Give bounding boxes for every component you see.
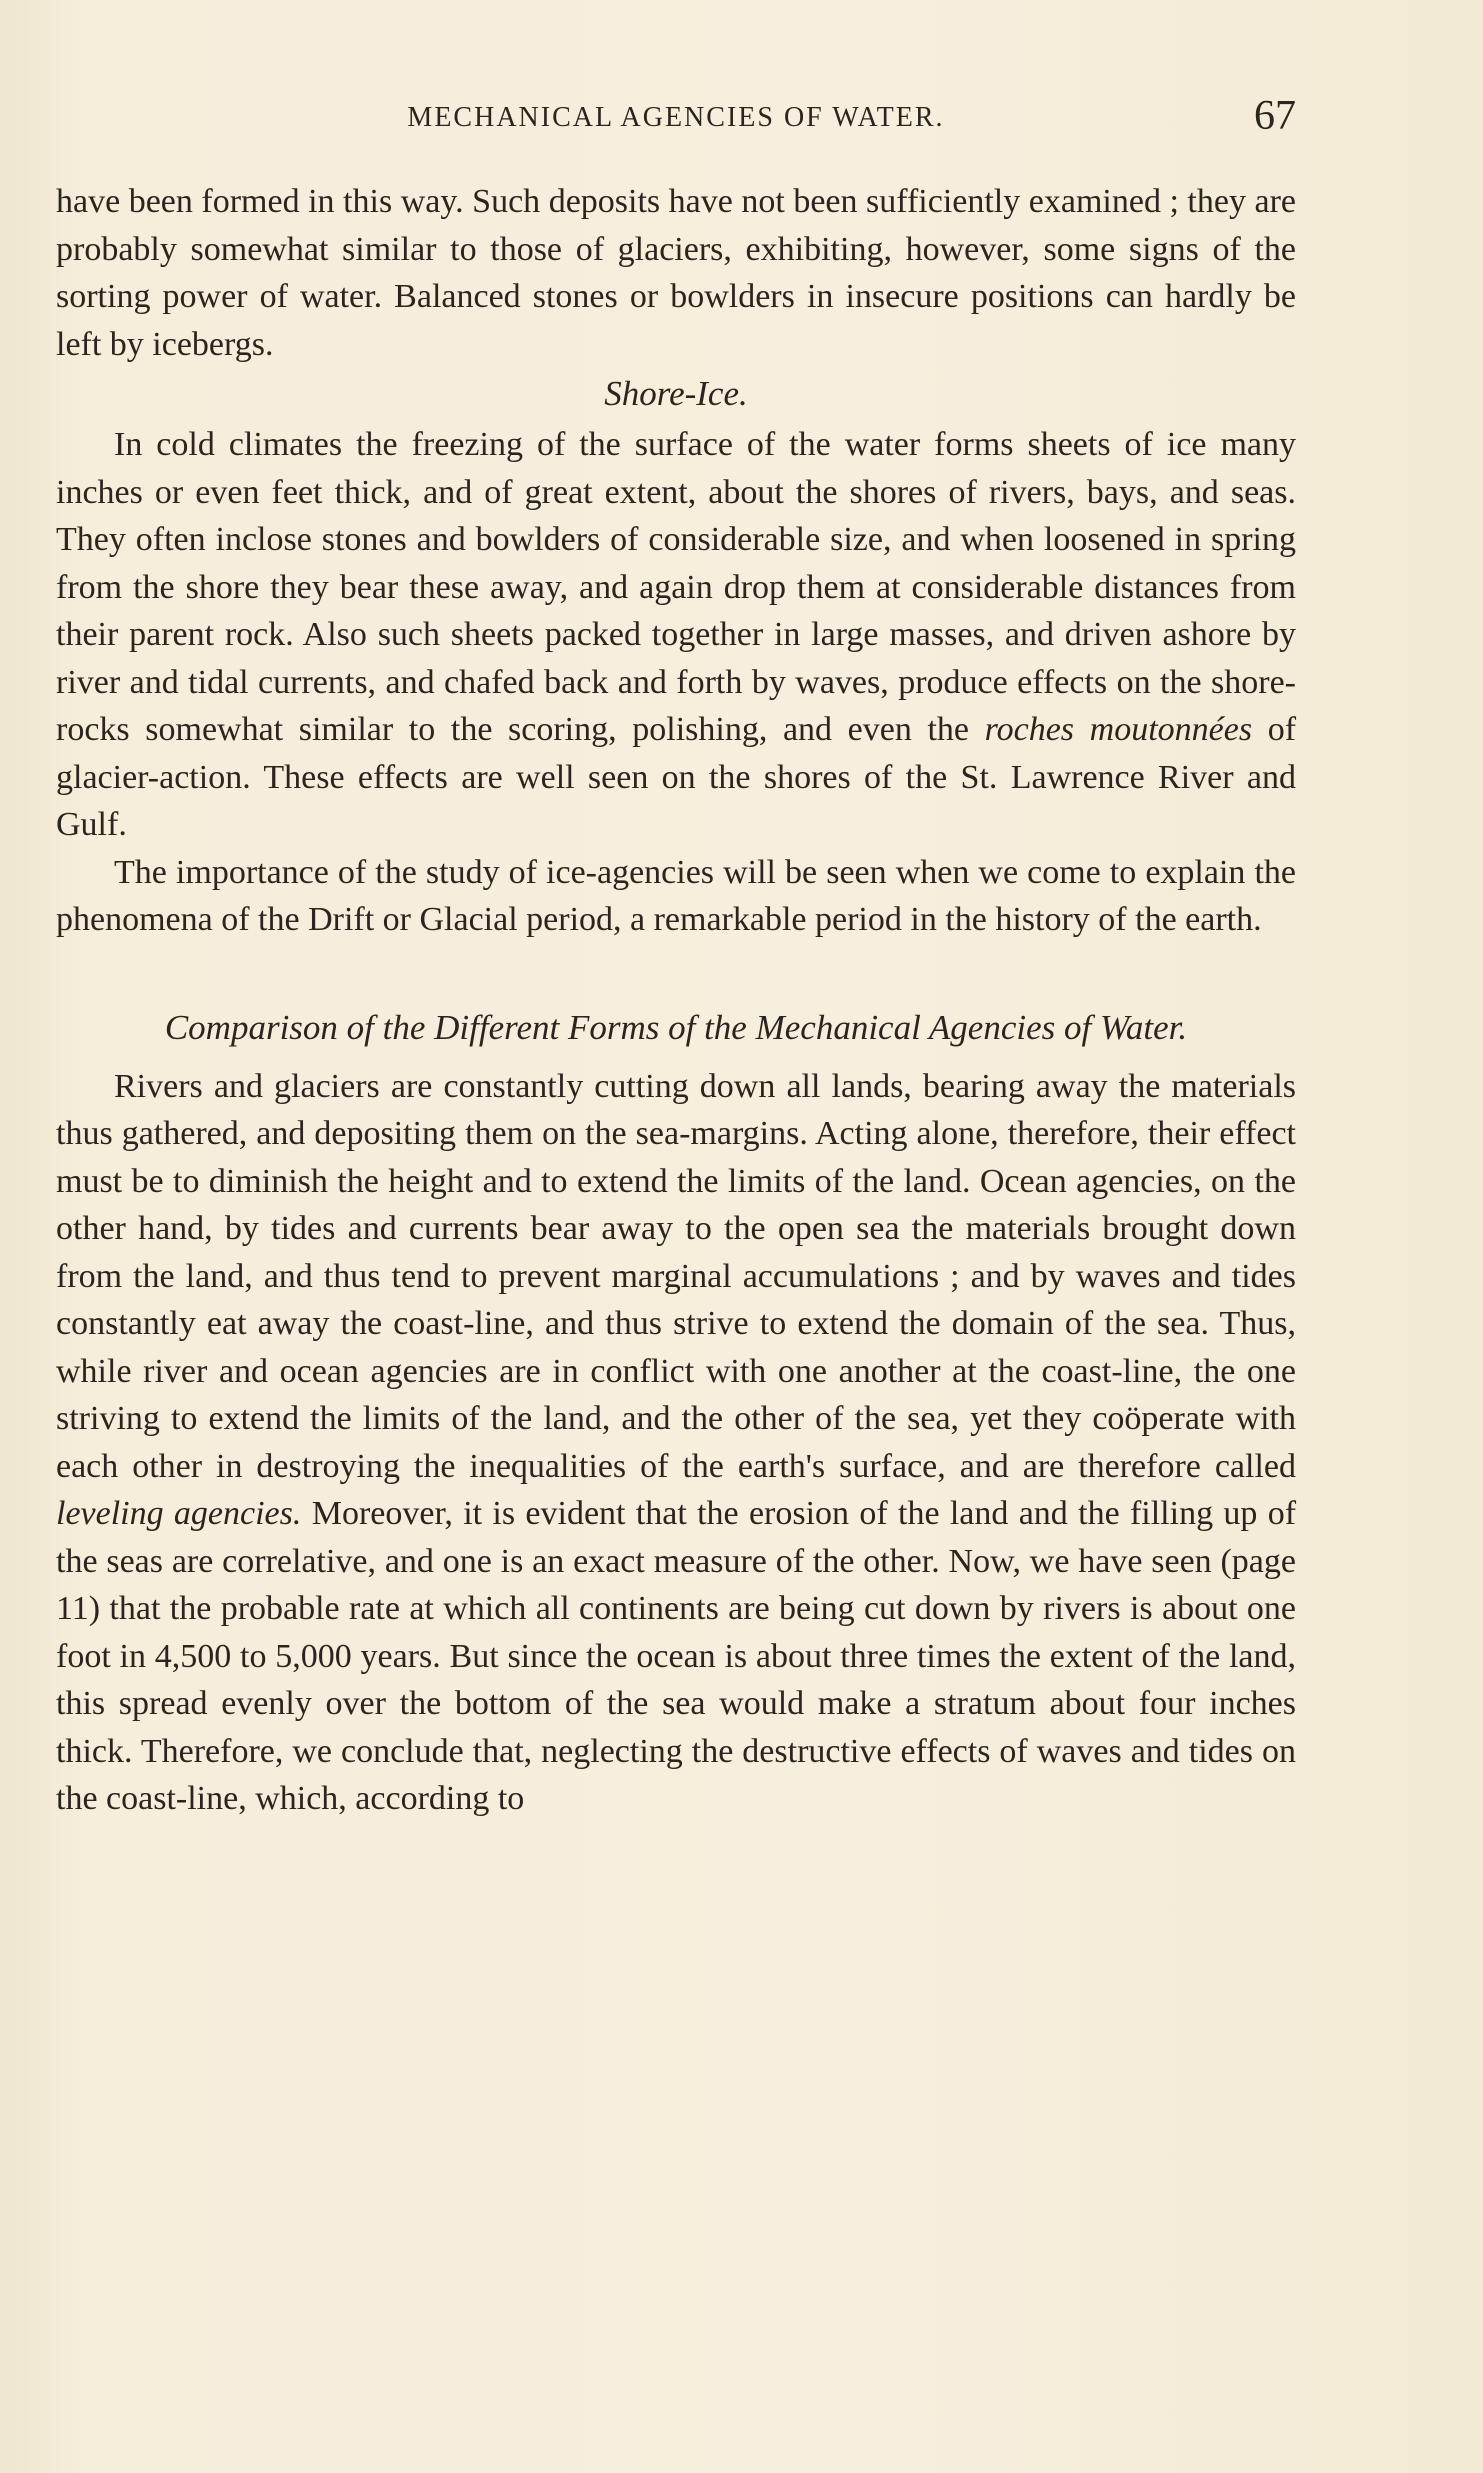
paragraph-2-italic: roches moutonnées: [984, 711, 1253, 748]
section-heading-comparison: Comparison of the Different Forms of the Mechanical Agencies of Water.: [164, 1007, 1188, 1047]
paragraph-2-text-b: of glacier-action. These effects are well seen on the shores of the St. Lawrence River and Gulf.: [56, 711, 1297, 843]
paragraph-4: [56, 1063, 1296, 1823]
paragraph-3: The importance of the study of ice-agencies will be seen when we come to explain the phenomena of the Drift or Glacial period, a remarkable period in the history of the earth.: [56, 853, 1296, 938]
page-number: 67: [1254, 93, 1296, 139]
page-body: [56, 178, 1296, 1823]
paragraph-4-text-a: Rivers and glaciers are constantly cutting down all lands, bearing away the materials thus gathered, and depositing them on the sea-margins. Acting alone, therefore, their effect must be to diminish the height and to extend the limits of the land. Ocean agencies, on the other hand, by tides and currents bear away to the open sea the materials brought down from the land, and thus tend to prevent marginal accumulations ; and by waves and tides constantly eat away the coast-line, and thus strive to extend the domain of the sea. Thus, while river and ocean agencies are in conflict with one another at the coast-line, the one striving to extend the limits of the land, and the other of the sea, yet they coöperate with each other in destroying the inequalities of the earth's surface, and are therefore called: [56, 1067, 1296, 1485]
paragraph-1: have been formed in this way. Such deposits have not been sufficiently examined ; they are probably somewhat similar to those of glaciers, exhibiting, however, some signs of the sorting power of water. Balanced stones or bowlders in insecure positions can hardly be left by icebergs.: [56, 183, 1296, 363]
running-head: MECHANICAL AGENCIES OF WATER.: [407, 102, 945, 133]
section-heading-shore-ice: Shore-Ice.: [604, 374, 748, 413]
paragraph-4-italic: leveling agencies.: [56, 1495, 302, 1532]
page-header: [56, 92, 1296, 152]
paragraph-4-text-b: Moreover, it is evident that the erosion of the land and the filling up of the seas are correlative, and one is an exact measure of the other. Now, we have seen (page 11) that the probable rate at which all continents are being cut down by rivers is about one foot in 4,500 to 5,000 years. But since the ocean is about three times the extent of the land, this spread evenly over the bottom of the sea would make a stratum about four inches thick. Therefore, we conclude that, neglecting the destructive effects of waves and tides on the coast-line, which, according to: [56, 1495, 1297, 1817]
paragraph-2-text-a: In cold climates the freezing of the surface of the water forms sheets of ice many inches or even feet thick, and of great extent, about the shores of rivers, bays, and seas. They often inclose stones and bowlders of considerable size, and when loosened in spring from the shore they bear these away, and again drop them at considerable distances from their parent rock. Also such sheets packed together in large masses, and driven ashore by river and tidal currents, and chafed back and forth by waves, produce effects on the shore-rocks somewhat similar to the scoring, polishing, and even the: [56, 426, 1296, 748]
paragraph-2: [56, 421, 1296, 849]
